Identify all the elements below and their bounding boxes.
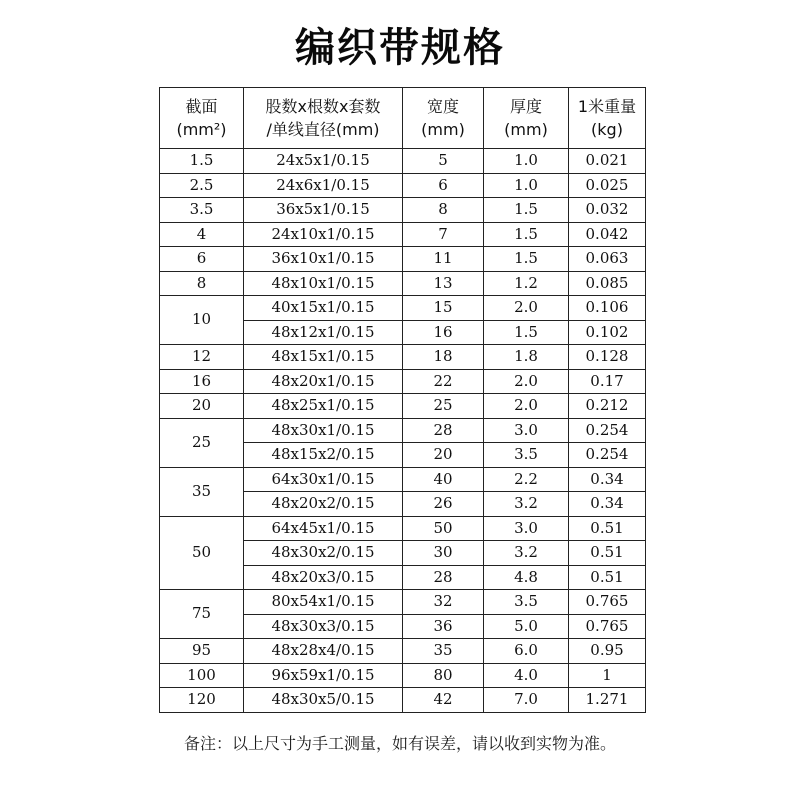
thickness-cell: 7.0 — [484, 688, 569, 713]
strands-cell: 48x20x2/0.15 — [244, 492, 403, 517]
section-cell: 4 — [160, 222, 244, 247]
section-cell: 3.5 — [160, 198, 244, 223]
section-cell: 95 — [160, 639, 244, 664]
width-cell: 50 — [403, 516, 484, 541]
width-cell: 6 — [403, 173, 484, 198]
section-cell: 35 — [160, 467, 244, 516]
weight-cell: 0.021 — [569, 149, 646, 174]
strands-cell: 24x6x1/0.15 — [244, 173, 403, 198]
thickness-cell: 1.5 — [484, 320, 569, 345]
strands-cell: 48x20x1/0.15 — [244, 369, 403, 394]
weight-cell: 0.254 — [569, 418, 646, 443]
table-row — [160, 369, 646, 394]
weight-cell: 0.34 — [569, 492, 646, 517]
thickness-cell: 1.8 — [484, 345, 569, 370]
weight-cell: 0.106 — [569, 296, 646, 321]
weight-cell: 0.128 — [569, 345, 646, 370]
header-section-label: 截面 — [185, 97, 218, 116]
header-cell-width — [403, 88, 484, 149]
header-cell-thickness — [484, 88, 569, 149]
strands-cell: 24x5x1/0.15 — [244, 149, 403, 174]
table-row — [160, 418, 646, 443]
thickness-cell: 2.0 — [484, 296, 569, 321]
width-cell: 25 — [403, 394, 484, 419]
width-cell: 13 — [403, 271, 484, 296]
width-cell: 5 — [403, 149, 484, 174]
thickness-cell: 4.8 — [484, 565, 569, 590]
strands-cell: 48x30x5/0.15 — [244, 688, 403, 713]
weight-cell: 0.032 — [569, 198, 646, 223]
weight-cell: 0.95 — [569, 639, 646, 664]
section-cell: 75 — [160, 590, 244, 639]
thickness-cell: 3.2 — [484, 492, 569, 517]
spec-table — [159, 87, 646, 713]
thickness-cell: 1.0 — [484, 149, 569, 174]
weight-cell: 0.51 — [569, 541, 646, 566]
section-cell: 6 — [160, 247, 244, 272]
width-cell: 40 — [403, 467, 484, 492]
table-row — [160, 394, 646, 419]
strands-cell: 48x10x1/0.15 — [244, 271, 403, 296]
thickness-cell: 2.0 — [484, 369, 569, 394]
section-cell: 10 — [160, 296, 244, 345]
strands-cell: 48x30x3/0.15 — [244, 614, 403, 639]
thickness-cell: 3.5 — [484, 443, 569, 468]
width-cell: 32 — [403, 590, 484, 615]
thickness-cell: 1.2 — [484, 271, 569, 296]
table-row — [160, 639, 646, 664]
width-cell: 42 — [403, 688, 484, 713]
strands-cell: 36x5x1/0.15 — [244, 198, 403, 223]
strands-cell: 80x54x1/0.15 — [244, 590, 403, 615]
width-cell: 28 — [403, 565, 484, 590]
width-cell: 8 — [403, 198, 484, 223]
table-row — [160, 663, 646, 688]
table-row — [160, 198, 646, 223]
weight-cell: 0.085 — [569, 271, 646, 296]
thickness-cell: 3.0 — [484, 418, 569, 443]
section-cell: 12 — [160, 345, 244, 370]
width-cell: 80 — [403, 663, 484, 688]
strands-cell: 48x12x1/0.15 — [244, 320, 403, 345]
section-cell: 2.5 — [160, 173, 244, 198]
strands-cell: 64x30x1/0.15 — [244, 467, 403, 492]
table-row — [160, 222, 646, 247]
width-cell: 20 — [403, 443, 484, 468]
header-thickness-unit: (mm) — [504, 120, 548, 139]
weight-cell: 1 — [569, 663, 646, 688]
section-cell: 100 — [160, 663, 244, 688]
strands-cell: 24x10x1/0.15 — [244, 222, 403, 247]
strands-cell: 36x10x1/0.15 — [244, 247, 403, 272]
weight-cell: 0.51 — [569, 516, 646, 541]
width-cell: 26 — [403, 492, 484, 517]
table-row — [160, 345, 646, 370]
weight-cell: 0.212 — [569, 394, 646, 419]
width-cell: 11 — [403, 247, 484, 272]
width-cell: 16 — [403, 320, 484, 345]
width-cell: 28 — [403, 418, 484, 443]
strands-cell: 48x25x1/0.15 — [244, 394, 403, 419]
thickness-cell: 2.2 — [484, 467, 569, 492]
footnote: 备注：以上尺寸为手工测量，如有误差，请以收到实物为准。 — [183, 734, 616, 753]
header-strands-unit: /单线直径(mm) — [266, 120, 380, 139]
width-cell: 7 — [403, 222, 484, 247]
strands-cell: 48x30x1/0.15 — [244, 418, 403, 443]
strands-cell: 48x15x2/0.15 — [244, 443, 403, 468]
weight-cell: 0.765 — [569, 614, 646, 639]
header-width-label: 宽度 — [426, 97, 459, 116]
table-row — [160, 271, 646, 296]
header-row — [160, 88, 646, 149]
section-cell: 25 — [160, 418, 244, 467]
header-strands-label: 股数x根数x套数 — [265, 97, 381, 116]
strands-cell: 48x15x1/0.15 — [244, 345, 403, 370]
header-cell-weight — [569, 88, 646, 149]
spec-table-body — [160, 149, 646, 713]
width-cell: 22 — [403, 369, 484, 394]
strands-cell: 64x45x1/0.15 — [244, 516, 403, 541]
weight-cell: 0.34 — [569, 467, 646, 492]
strands-cell: 48x30x2/0.15 — [244, 541, 403, 566]
width-cell: 36 — [403, 614, 484, 639]
weight-cell: 0.254 — [569, 443, 646, 468]
weight-cell: 0.102 — [569, 320, 646, 345]
weight-cell: 0.025 — [569, 173, 646, 198]
strands-cell: 48x20x3/0.15 — [244, 565, 403, 590]
thickness-cell: 3.5 — [484, 590, 569, 615]
strands-cell: 48x28x4/0.15 — [244, 639, 403, 664]
thickness-cell: 1.5 — [484, 222, 569, 247]
thickness-cell: 3.0 — [484, 516, 569, 541]
page-title: 编织带规格 — [295, 25, 505, 71]
width-cell: 15 — [403, 296, 484, 321]
width-cell: 18 — [403, 345, 484, 370]
header-cell-strands — [244, 88, 403, 149]
strands-cell: 96x59x1/0.15 — [244, 663, 403, 688]
weight-cell: 0.063 — [569, 247, 646, 272]
width-cell: 30 — [403, 541, 484, 566]
header-weight-unit: (kg) — [591, 120, 623, 139]
width-cell: 35 — [403, 639, 484, 664]
thickness-cell: 1.0 — [484, 173, 569, 198]
thickness-cell: 4.0 — [484, 663, 569, 688]
table-row — [160, 688, 646, 713]
weight-cell: 0.17 — [569, 369, 646, 394]
thickness-cell: 1.5 — [484, 247, 569, 272]
strands-cell: 40x15x1/0.15 — [244, 296, 403, 321]
table-row — [160, 467, 646, 492]
section-cell: 50 — [160, 516, 244, 590]
header-thickness-label: 厚度 — [509, 97, 542, 116]
weight-cell: 0.765 — [569, 590, 646, 615]
header-weight-label: 1米重量 — [577, 97, 637, 116]
header-width-unit: (mm) — [421, 120, 465, 139]
thickness-cell: 6.0 — [484, 639, 569, 664]
table-row — [160, 516, 646, 541]
table-row — [160, 149, 646, 174]
thickness-cell: 2.0 — [484, 394, 569, 419]
thickness-cell: 1.5 — [484, 198, 569, 223]
weight-cell: 0.042 — [569, 222, 646, 247]
table-row — [160, 296, 646, 321]
section-cell: 16 — [160, 369, 244, 394]
thickness-cell: 5.0 — [484, 614, 569, 639]
section-cell: 8 — [160, 271, 244, 296]
table-row — [160, 247, 646, 272]
table-row — [160, 590, 646, 615]
header-cell-section — [160, 88, 244, 149]
thickness-cell: 3.2 — [484, 541, 569, 566]
table-row — [160, 173, 646, 198]
weight-cell: 0.51 — [569, 565, 646, 590]
section-cell: 20 — [160, 394, 244, 419]
header-section-unit: (mm²) — [176, 120, 227, 139]
section-cell: 120 — [160, 688, 244, 713]
section-cell: 1.5 — [160, 149, 244, 174]
weight-cell: 1.271 — [569, 688, 646, 713]
